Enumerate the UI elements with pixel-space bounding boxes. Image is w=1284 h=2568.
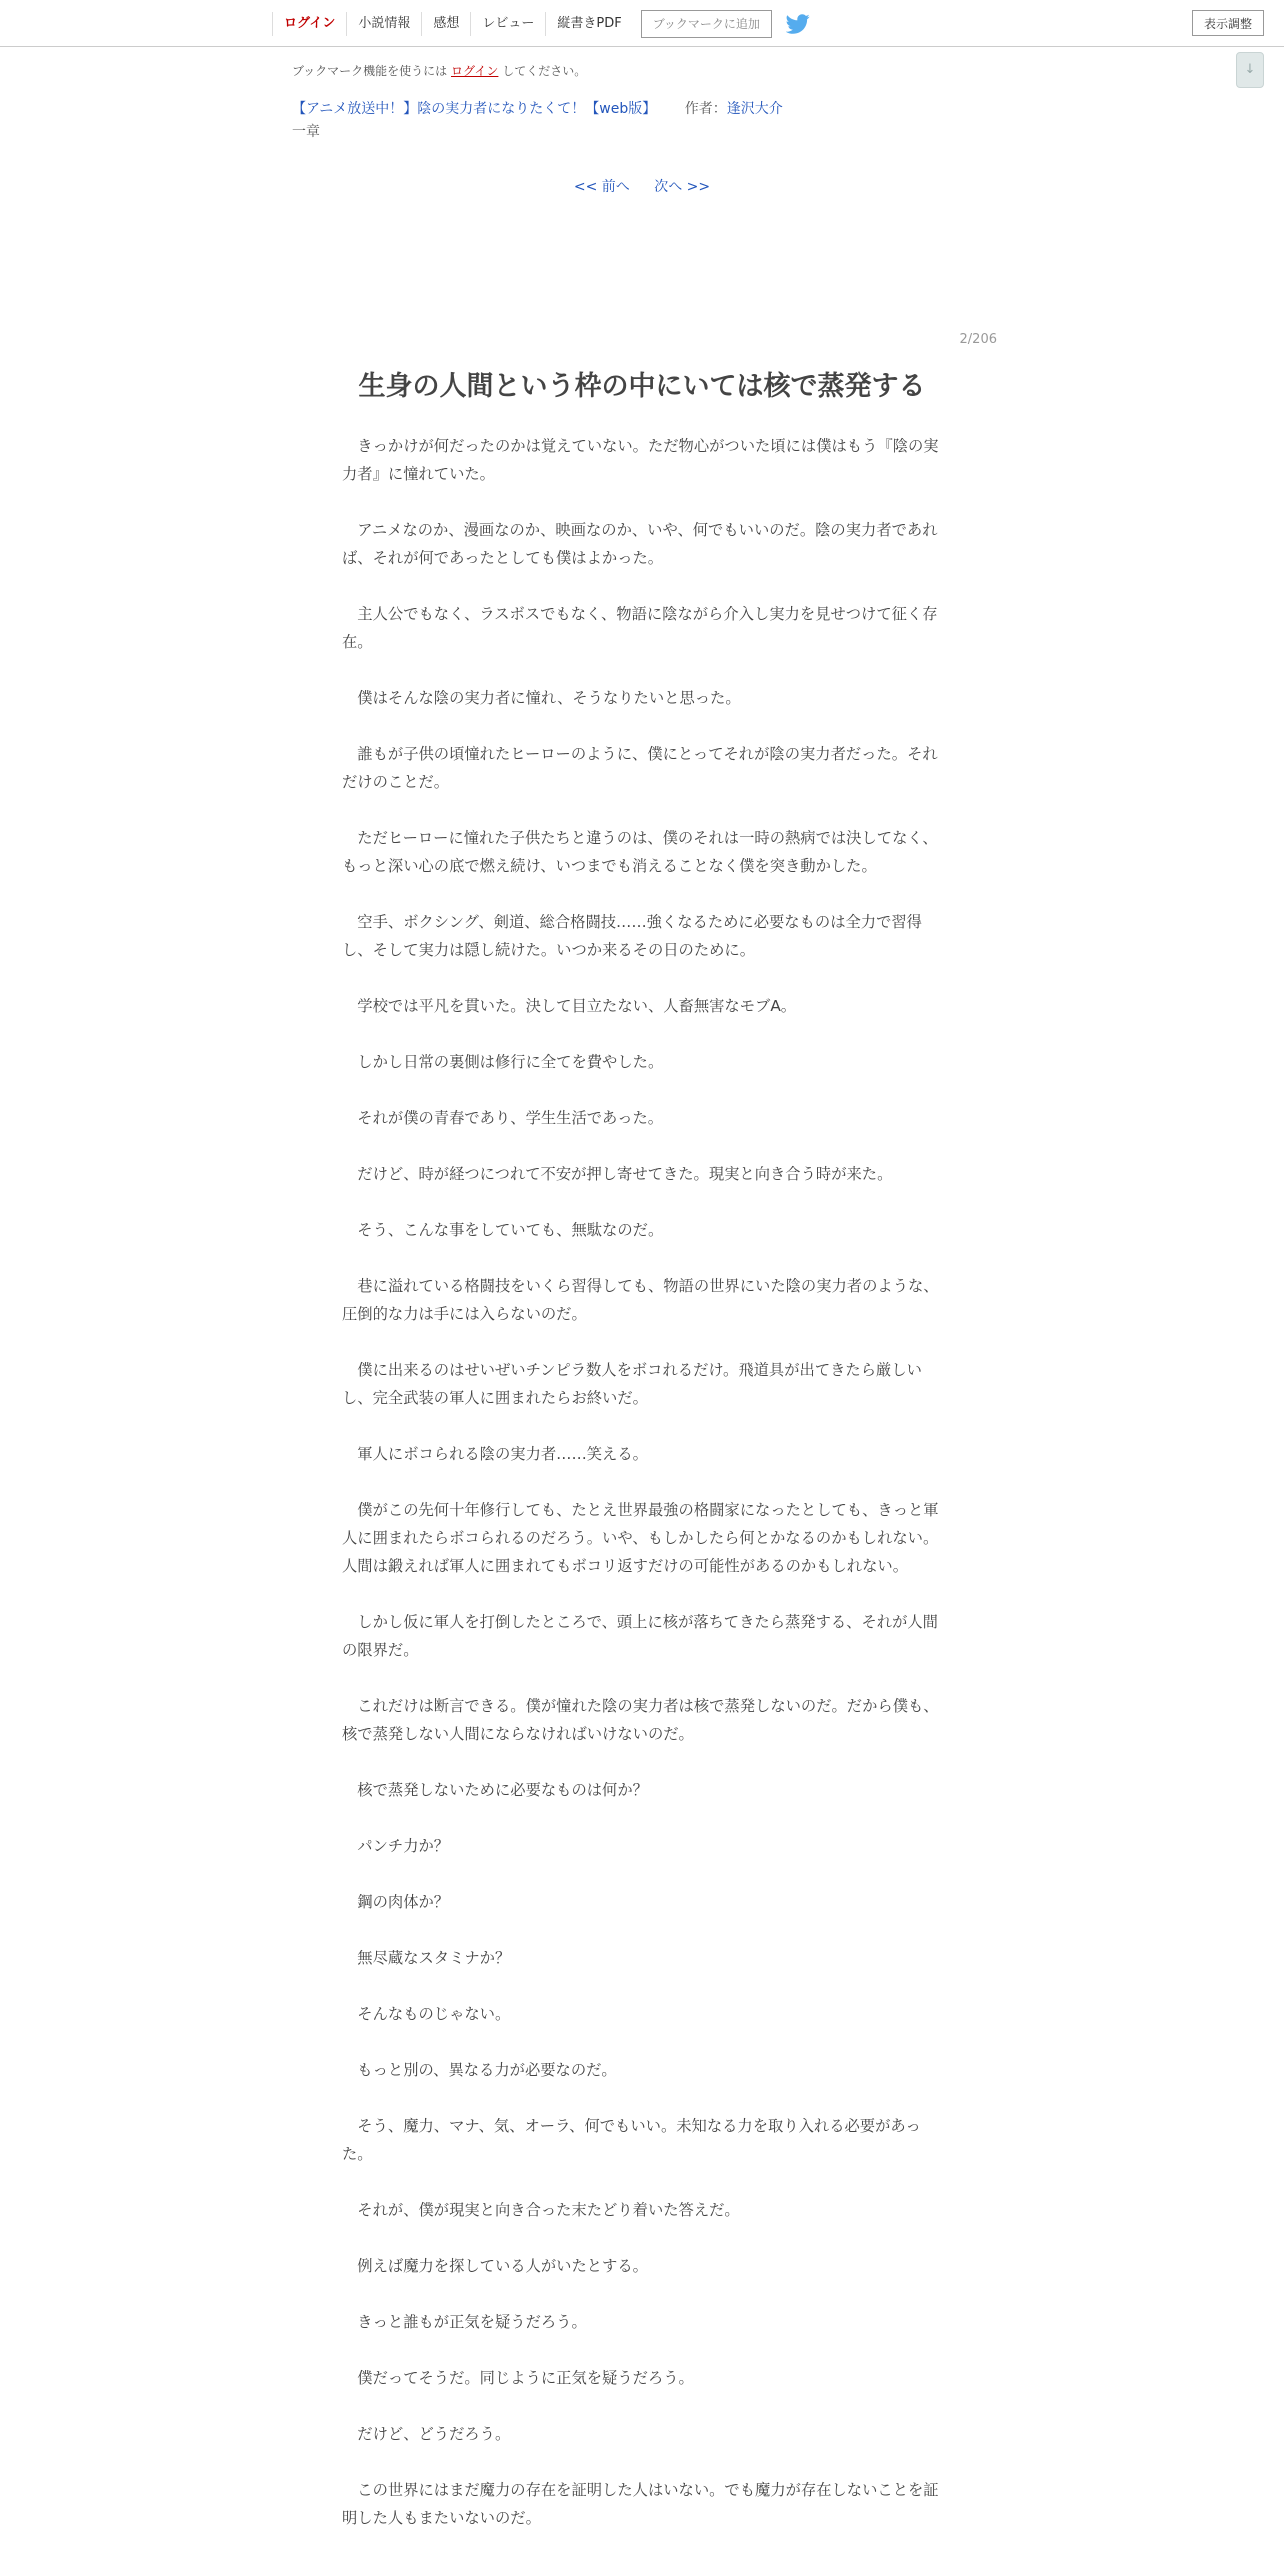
body-paragraph: 誰もが子供の頃憧れたヒーローのように、僕にとってそれが陰の実力者だった。それだけのことだ。 bbox=[342, 745, 938, 791]
notice-login-link[interactable]: ログイン bbox=[451, 64, 499, 78]
body-paragraph: アニメなのか、漫画なのか、映画なのか、いや、何でもいいのだ。陰の実力者であれば、それが何であったとしても僕はよかった。 bbox=[342, 521, 938, 567]
body-paragraph: しかし日常の裏側は修行に全てを費やした。 bbox=[357, 1053, 664, 1071]
body-paragraph: それが僕の青春であり、学生生活であった。 bbox=[357, 1109, 664, 1127]
body-paragraph: だけど、時が経つにつれて不安が押し寄せてきた。現実と向き合う時が来た。 bbox=[357, 1165, 893, 1183]
notice-text-before: ブックマーク機能を使うには bbox=[292, 64, 448, 78]
body-paragraph: これだけは断言できる。僕が憧れた陰の実力者は核で蒸発しないのだ。だから僕も、核で蒸発しない人間にならなければいけないのだ。 bbox=[342, 1697, 939, 1743]
body-paragraph: この世界にはまだ魔力の存在を証明した人はいない。でも魔力が存在しないことを証明した人もまたいないのだ。 bbox=[342, 2481, 939, 2527]
body-paragraph: 僕に出来るのはせいぜいチンピラ数人をボコれるだけ。飛道具が出てきたら厳しいし、完全武装の軍人に囲まれたらお終いだ。 bbox=[342, 1361, 922, 1407]
nav-vertical-pdf-link[interactable]: 縦書きPDF bbox=[545, 12, 632, 36]
body-paragraph: 巷に溢れている格闘技をいくら習得しても、物語の世界にいた陰の実力者のような、圧倒的な力は手には入らないのだ。 bbox=[342, 1277, 939, 1323]
novel-body bbox=[342, 432, 942, 2560]
body-paragraph: 僕はそんな陰の実力者に憧れ、そうなりたいと思った。 bbox=[357, 689, 741, 707]
body-paragraph: 例えば魔力を探している人がいたとする。 bbox=[357, 2257, 648, 2275]
main-nav bbox=[272, 12, 810, 36]
body-paragraph: 鋼の肉体か？ bbox=[357, 1893, 450, 1911]
body-paragraph: 無尽蔵なスタミナか？ bbox=[357, 1949, 511, 1967]
body-paragraph: もっと別の、異なる力が必要なのだ。 bbox=[357, 2061, 617, 2079]
nav-impressions-link[interactable]: 感想 bbox=[421, 12, 470, 36]
top-navigation-bar bbox=[0, 0, 1284, 47]
bookmark-add-button[interactable]: ブックマークに追加 bbox=[641, 10, 772, 38]
nav-login-link[interactable]: ログイン bbox=[272, 12, 346, 36]
notice-text-after: してください。 bbox=[502, 64, 587, 78]
body-paragraph: 主人公でもなく、ラスボスでもなく、物語に陰ながら介入し実力を見せつけて征く存在。 bbox=[342, 605, 938, 651]
body-paragraph: 軍人にボコられる陰の実力者……笑える。 bbox=[357, 1445, 648, 1463]
body-paragraph: それが、僕が現実と向き合った末たどり着いた答えだ。 bbox=[357, 2201, 740, 2219]
body-paragraph: 僕だってそうだ。同じように正気を疑うだろう。 bbox=[357, 2369, 694, 2387]
body-paragraph: 学校では平凡を貫いた。決して目立たない、人畜無害なモブA。 bbox=[357, 997, 797, 1015]
body-paragraph: パンチ力か？ bbox=[357, 1837, 450, 1855]
body-paragraph: 核で蒸発しないために必要なものは何か？ bbox=[357, 1781, 648, 1799]
episode-title: 生身の人間という枠の中にいては核で蒸発する bbox=[358, 371, 926, 402]
prev-chapter-link[interactable]: << 前へ bbox=[573, 179, 630, 195]
chapter-pager bbox=[0, 176, 1284, 196]
body-paragraph: そう、こんな事をしていても、無駄なのだ。 bbox=[357, 1221, 664, 1239]
series-title-link[interactable]: 【アニメ放送中！】陰の実力者になりたくて！【web版】 bbox=[292, 101, 657, 117]
body-paragraph: しかし仮に軍人を打倒したところで、頭上に核が落ちてきたら蒸発する、それが人間の限界だ。 bbox=[342, 1613, 938, 1659]
body-paragraph: 空手、ボクシング、剣道、総合格闘技……強くなるために必要なものは全力で習得し、そして実力は隠し続けた。いつか来るその日のために。 bbox=[342, 913, 922, 959]
body-paragraph: きっと誰もが正気を疑うだろう。 bbox=[357, 2313, 587, 2331]
body-paragraph: そう、魔力、マナ、気、オーラ、何でもいい。未知なる力を取り入れる必要があった。 bbox=[342, 2117, 921, 2163]
page-counter: 2/206 bbox=[959, 332, 997, 347]
twitter-icon[interactable] bbox=[786, 12, 810, 36]
body-paragraph: ただヒーローに憧れた子供たちと違うのは、僕のそれは一時の熱病では決してなく、もっと深い心の底で燃え続け、いつまでも消えることなく僕を突き動かした。 bbox=[342, 829, 938, 875]
body-paragraph: きっかけが何だったのかは覚えていない。ただ物心がついた頃には僕はもう『陰の実力者』に憧れていた。 bbox=[342, 437, 939, 483]
author-label: 作者： bbox=[684, 101, 727, 117]
scroll-down-button[interactable]: ↓ bbox=[1236, 52, 1264, 88]
nav-review-link[interactable]: レビュー bbox=[470, 12, 545, 36]
bookmark-login-notice bbox=[292, 62, 586, 79]
next-chapter-link[interactable]: 次へ >> bbox=[654, 179, 711, 195]
body-paragraph: そんなものじゃない。 bbox=[357, 2005, 511, 2023]
chapter-label: 一章 bbox=[292, 124, 320, 140]
author-link[interactable]: 逢沢大介 bbox=[726, 101, 783, 117]
body-paragraph: 僕がこの先何十年修行しても、たとえ世界最強の格闘家になったとしても、きっと軍人に囲まれたらボコられるのだろう。いや、もしかしたら何とかなるのかもしれない。人間は鍛えれば軍人に囲まれてもボコリ返すだけの可能性があるのかもしれない。 bbox=[342, 1501, 939, 1575]
novel-info bbox=[292, 98, 783, 118]
nav-novel-info-link[interactable]: 小説情報 bbox=[346, 12, 421, 36]
body-paragraph: だけど、どうだろう。 bbox=[357, 2425, 511, 2443]
display-settings-button[interactable]: 表示調整 bbox=[1192, 10, 1264, 36]
